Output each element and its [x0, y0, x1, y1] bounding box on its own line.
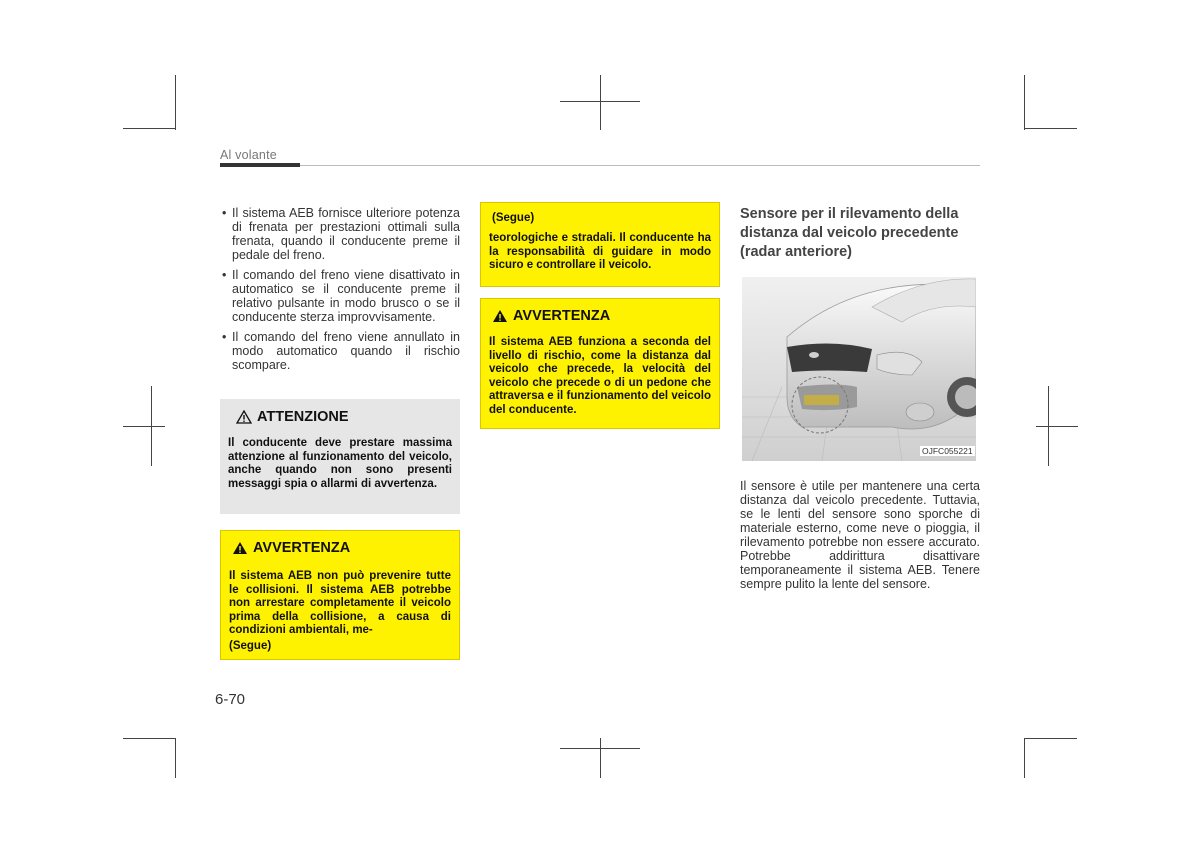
warning-body: Il sistema AEB funziona a seconda del livello di rischio, come la distanza dal veicolo che precede, la velocità del veicolo che precede o di un pedone che attraversa e il funzionamento del veicolo del conducente. — [489, 336, 711, 416]
list-item: • Il sistema AEB fornisce ulteriore potenza di frenata per prestazioni ottimali sulla frenata, quando il conducente preme il pedale del freno. — [222, 206, 460, 262]
warning-title — [232, 540, 451, 556]
warning-triangle-icon — [236, 410, 252, 424]
warning-title-text: AVVERTENZA — [253, 540, 351, 556]
caution-body: Il conducente deve prestare massima attenzione al funzionamento del veicolo, anche quando non sono presenti messaggi spia o allarmi di avvertenza. — [228, 437, 452, 490]
header-accent-bar — [220, 163, 300, 167]
continued-warning-box — [480, 202, 720, 287]
warning-box — [220, 530, 460, 660]
caution-title-text: ATTENZIONE — [257, 409, 349, 425]
warning-triangle-icon — [232, 541, 248, 555]
continued-label: (Segue) — [229, 639, 272, 652]
section-title: Sensore per il rilevamento della distanza dal veicolo precedente (radar anteriore) — [740, 206, 959, 260]
header-rule — [220, 165, 980, 166]
caution-title — [236, 409, 452, 425]
figure-code: OJFC055221 — [922, 446, 973, 456]
page-number: 6-70 — [215, 691, 246, 708]
section-header: Al volante — [220, 148, 277, 162]
warning-box — [480, 298, 720, 429]
warning-title-text: AVVERTENZA — [513, 308, 611, 324]
warning-body: Il sistema AEB non può prevenire tutte le collisioni. Il sistema AEB potrebbe non arrestare completamente il veicolo prima della collisione, a causa di condizioni ambientali, me- — [229, 570, 451, 636]
list-item: • Il comando del freno viene disattivato in automatico se il conducente preme il relativo pulsante in modo brusco o se il conducente sterza improvvisamente. — [222, 268, 460, 324]
car-front-illustration — [742, 277, 976, 461]
body-paragraph: Il sensore è utile per mantenere una certa distanza dal veicolo precedente. Tuttavia, se le lenti del sensore sono sporche di materiale esterno, come neve o pioggia, il rilevamento potrebbe non essere accurato. Potrebbe addirittura disattivare temporaneamente il sistema AEB. Tenere sempre pulito la lente del sensore. — [740, 479, 980, 591]
warning-triangle-icon — [492, 309, 508, 323]
list-item: • Il comando del freno viene annullato in modo automatico quando il rischio scompare. — [222, 330, 460, 372]
bullet-list — [222, 206, 460, 378]
caution-box — [220, 399, 460, 514]
continued-body: teorologiche e stradali. Il conducente ha la responsabilità di guidare in modo sicuro e controllare il veicolo. — [489, 232, 711, 271]
continued-label: (Segue) — [492, 212, 535, 224]
warning-title — [492, 308, 711, 324]
front-radar-photo — [742, 277, 976, 461]
